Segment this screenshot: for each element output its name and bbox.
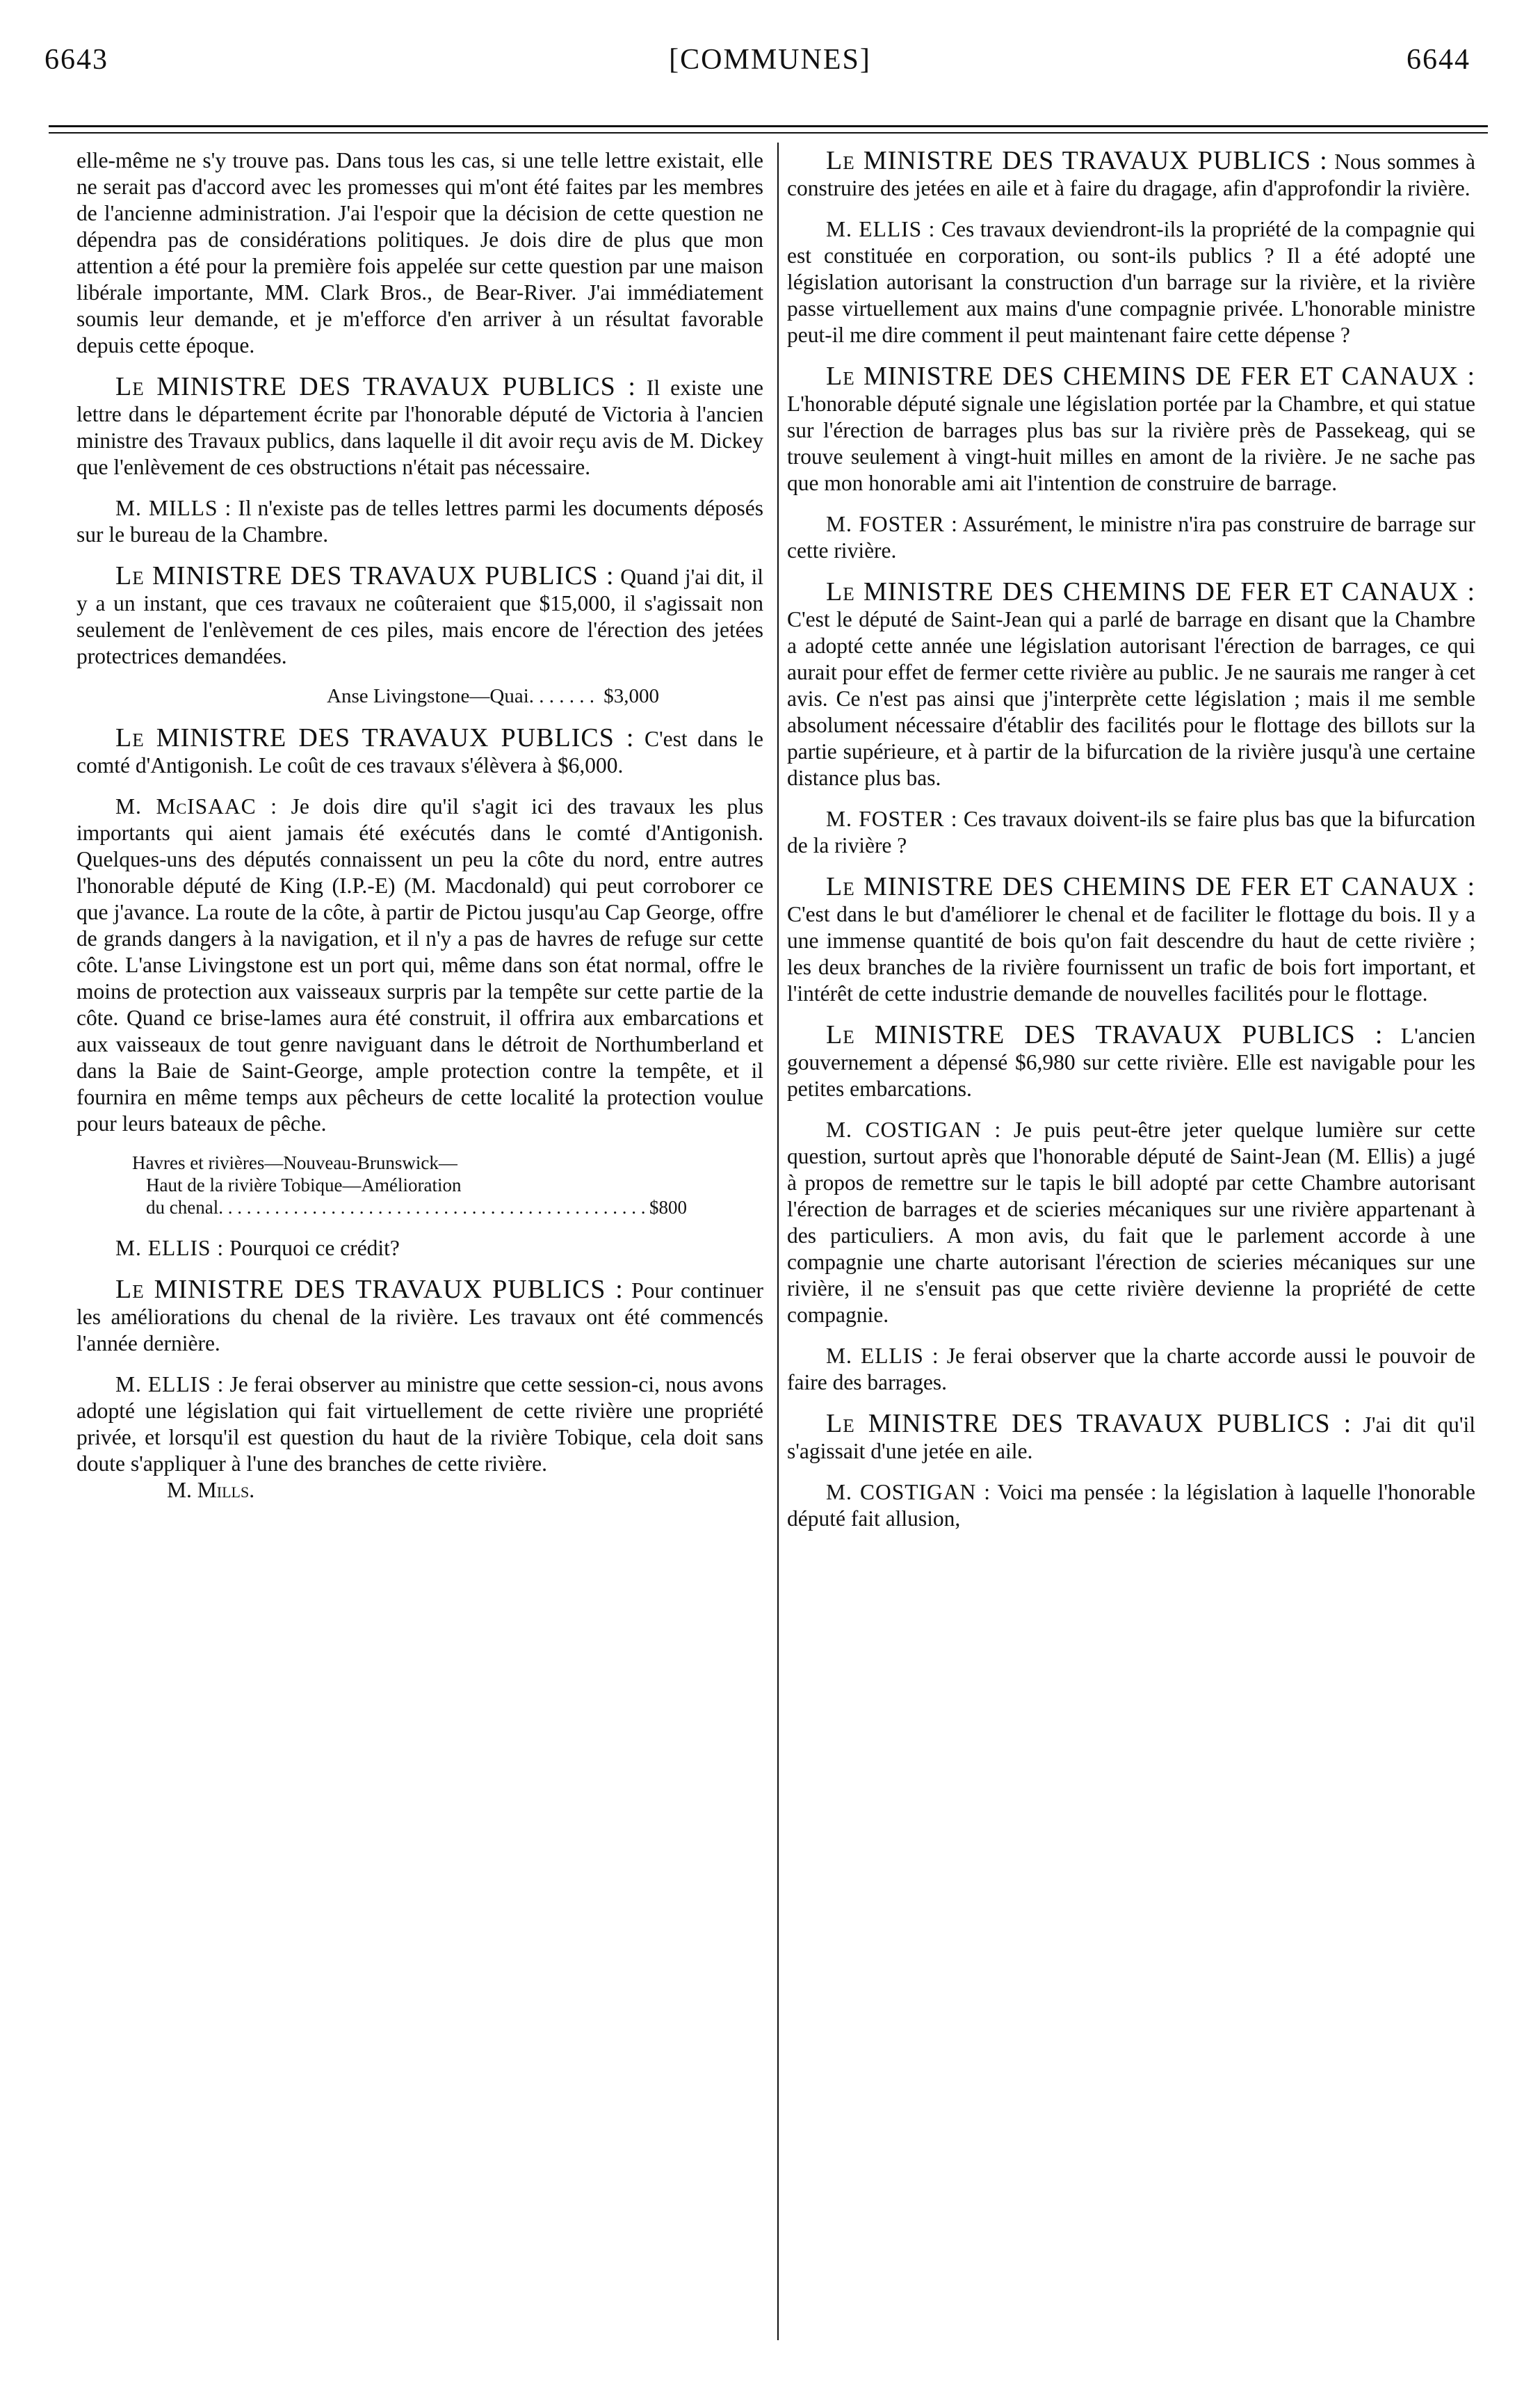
paragraph: Le MINISTRE DES TRAVAUX PUBLICS : Nous sommes à construire des jetées en aile et à faire du dragage, afin d'approfondir la rivière. (787, 146, 1476, 200)
paragraph: Le MINISTRE DES TRAVAUX PUBLICS : C'est dans le comté d'Antigonish. Le coût de ces travaux s'élèvera à $6,000. (76, 723, 764, 778)
speaker-name: M. MILLS : (115, 496, 232, 520)
budget-item-amount: $800 (649, 1197, 687, 1218)
paragraph: M. ELLIS : Je ferai observer que la charte accorde aussi le pouvoir de faire des barrages. (787, 1344, 1476, 1394)
paragraph: Le MINISTRE DES TRAVAUX PUBLICS : L'ancien gouvernement a dépensé $6,980 sur cette rivière. Elle est navigable pour les petites embarcations. (787, 1020, 1476, 1101)
speaker-name: M. ELLIS : (115, 1372, 225, 1396)
speaker-name: Le MINISTRE DES TRAVAUX PUBLICS : (826, 1409, 1352, 1438)
speaker-name: Le MINISTRE DES TRAVAUX PUBLICS : (826, 146, 1328, 175)
paragraph: M. ELLIS : Je ferai observer au ministre que cette session-ci, nous avons adopté une législation qui fait virtuellement de cette rivière une propriété privée, et lorsqu'il est question du haut de la rivière Tobique, cela doit sans doute s'appliquer à l'une des branches de cette rivière. (76, 1372, 764, 1476)
paragraph: Le MINISTRE DES TRAVAUX PUBLICS : J'ai dit qu'il s'agissait d'une jetée en aile. (787, 1409, 1475, 1463)
paragraph: M. COSTIGAN : Je puis peut-être jeter quelque lumière sur cette question, surtout après que l'honorable député de Saint-Jean (M. Ellis) a jugé à propos de remettre sur le tapis le bill adopté par cette Chambre autorisant l'érection de barrages et de scieries mécaniques sur une rivière appartenant à des particuliers. A mon avis, du fait que le parlement accorde à une compagnie une charte autorisant l'érection de scieries mécaniques sur une rivière, il ne s'ensuit pas que cette rivière devienne la propriété de cette compagnie. (787, 1118, 1476, 1327)
speaker-name: M. FOSTER : (826, 807, 958, 831)
speaker-name: Le MINISTRE DES CHEMINS DE FER ET CANAUX : (826, 362, 1475, 391)
paragraph: M. FOSTER : Ces travaux doivent-ils se faire plus bas que la bifurcation de la rivière ? (787, 807, 1475, 857)
header-rule-top (49, 125, 1488, 127)
speaker-name: M. ELLIS : (115, 1236, 225, 1260)
budget-item (76, 1152, 763, 1218)
speaker-name: M. COSTIGAN : (826, 1118, 1002, 1142)
speaker-name: Le MINISTRE DES TRAVAUX PUBLICS : (115, 1275, 624, 1304)
speaker-name: M. FOSTER : (826, 512, 958, 536)
budget-item-label: Havres et rivières—Nouveau-Brunswick— (132, 1152, 457, 1173)
budget-item-label: Haut de la rivière Tobique—Amélioration (146, 1175, 462, 1195)
page-number-left: 6643 (44, 44, 108, 76)
paragraph: M. McISAAC : Je dois dire qu'il s'agit ici des travaux les plus importants qui aient jamais été exécutés dans le comté d'Antigonish. Quelques-uns des députés connaissent un peu la côte du nord, entre autres l'honorable député de King (I.P.-E) (M. Macdonald) qui peut corroborer ce que j'avance. La route de la côte, à partir de Pictou jusqu'au Cap George, offre de grands dangers à la navigation, et il n'y a pas de havres de refuge sur cette côte. L'anse Livingstone est un port qui, même dans son état normal, offre le moins de protection aux vaisseaux surpris par la tempête sur cette partie de la côte. Quand ce brise-lames aura été construit, il offrira aux embarcations et aux vaisseaux de tout genre naviguant dans le détroit de Northumberland et dans la Baie de Saint-George, ample protection contre la tempête, et il fournira en même temps aux pêcheurs de cette localité la protection voulue pour leurs bateaux de pêche. (76, 794, 763, 1136)
paragraph: M. ELLIS : Pourquoi ce crédit? (115, 1236, 400, 1260)
paragraph: M. FOSTER : Assurément, le ministre n'ira pas construire de barrage sur cette rivière. (787, 512, 1476, 563)
column-signature: M. Mills. (167, 1478, 255, 1502)
paragraph: Le MINISTRE DES CHEMINS DE FER ET CANAUX : C'est dans le but d'améliorer le chenal et de faciliter le flottage du bois. Il y a une immense quantité de bois qu'on fait descendre du haut de cette rivière ; les deux branches de la rivière fournissent un trafic de bois fort important, et l'intérêt de cette industrie demande de nouvelles facilités pour le flottage. (787, 872, 1475, 1006)
speaker-name: M. ELLIS : (826, 217, 936, 241)
left-column (76, 147, 763, 1504)
speaker-name: Le MINISTRE DES CHEMINS DE FER ET CANAUX : (826, 872, 1475, 901)
paragraph: Le MINISTRE DES TRAVAUX PUBLICS : Pour continuer les améliorations du chenal de la rivière. Les travaux ont été commencés l'année dernière. (76, 1275, 764, 1355)
speaker-name: M. ELLIS : (826, 1344, 939, 1368)
speaker-name: Le MINISTRE DES TRAVAUX PUBLICS : (115, 372, 636, 401)
paragraph: elle-même ne s'y trouve pas. Dans tous les cas, si une telle lettre existait, elle ne serait pas d'accord avec les promesses qui m'ont été faites par les membres de l'ancienne administration. J'ai l'espoir que la décision de cette question ne dépendra pas de considérations politiques. Je dois dire de plus que mon attention a été pour la première fois appelée sur cette question par une maison libérale importante, MM. Clark Bros., de Bear-River. J'ai immédiatement soumis leur demande, et je m'efforce d'en arriver à un résultat favorable depuis cette époque. (76, 148, 763, 357)
budget-item-label: du chenal (146, 1197, 219, 1218)
column-divider (777, 143, 779, 2340)
paragraph: Le MINISTRE DES CHEMINS DE FER ET CANAUX : C'est le député de Saint-Jean qui a parlé de barrage en disant que la Chambre a adopté cette année une législation autorisant l'érection de barrages, ce qui aurait pour effet de fermer cette rivière au public. Je ne saurais me ranger à cet avis. Ce n'est pas ainsi que j'interprète cette législation ; mais il me semble absolument nécessaire d'établir des facilités pour le flottage des billots sur la partie supérieure, et à partir de la bifurcation de la rivière jusqu'à une certaine distance plus bas. (787, 577, 1475, 790)
budget-item (76, 684, 763, 708)
running-title: [COMMUNES] (669, 44, 871, 76)
budget-item-amount: $3,000 (603, 685, 659, 707)
header-rule-bottom (49, 132, 1488, 134)
speaker-name: Le MINISTRE DES TRAVAUX PUBLICS : (826, 1020, 1384, 1049)
paragraph: Le MINISTRE DES TRAVAUX PUBLICS : Il existe une lettre dans le département écrite par l'honorable député de Victoria à l'ancien ministre des Travaux publics, dans laquelle il dit avoir reçu avis de M. Dickey que l'enlèvement de ces obstructions n'était pas nécessaire. (76, 372, 763, 479)
speaker-name: Le MINISTRE DES TRAVAUX PUBLICS : (115, 723, 635, 752)
paragraph: Le MINISTRE DES CHEMINS DE FER ET CANAUX : L'honorable député signale une législation portée par la Chambre, et qui statue sur l'érection de barrages plus bas sur la rivière près de Passekeag, qui se trouve seulement à vingt-huit milles en amont de la rivière. Je ne sache pas que mon honorable ami ait l'intention de construire de barrage. (787, 362, 1475, 495)
paragraph: Le MINISTRE DES TRAVAUX PUBLICS : Quand j'ai dit, il y a un instant, que ces travaux ne coûteraient que $15,000, il s'agissait non seulement de l'enlèvement de ces piles, mais encore de l'érection des jetées protectrices demandées. (76, 561, 763, 668)
page-number-right: 6644 (1407, 44, 1470, 76)
speaker-name: M. McISAAC : (115, 794, 278, 819)
paragraph: M. MILLS : Il n'existe pas de telles lettres parmi les documents déposés sur le bureau de la Chambre. (76, 496, 763, 547)
speaker-name: Le MINISTRE DES TRAVAUX PUBLICS : (115, 561, 615, 590)
budget-item-label: Anse Livingstone—Quai (327, 685, 529, 707)
right-column (787, 147, 1475, 1547)
speaker-name: Le MINISTRE DES CHEMINS DE FER ET CANAUX : (826, 577, 1475, 606)
speaker-name: M. COSTIGAN : (826, 1480, 991, 1504)
paragraph: M. COSTIGAN : Voici ma pensée : la législation à laquelle l'honorable député fait allusion, (787, 1480, 1475, 1531)
paragraph: M. ELLIS : Ces travaux deviendront-ils la propriété de la compagnie qui est constituée en corporation, ou sont-ils publics ? Il a été adopté une législation autorisant la construction d'un barrage sur la rivière, et la rivière passe virtuellement aux mains d'une compagnie privée. L'honorable ministre peut-il me dire comment il peut maintenant faire cette dépense ? (787, 217, 1475, 347)
page-header (0, 43, 1540, 92)
